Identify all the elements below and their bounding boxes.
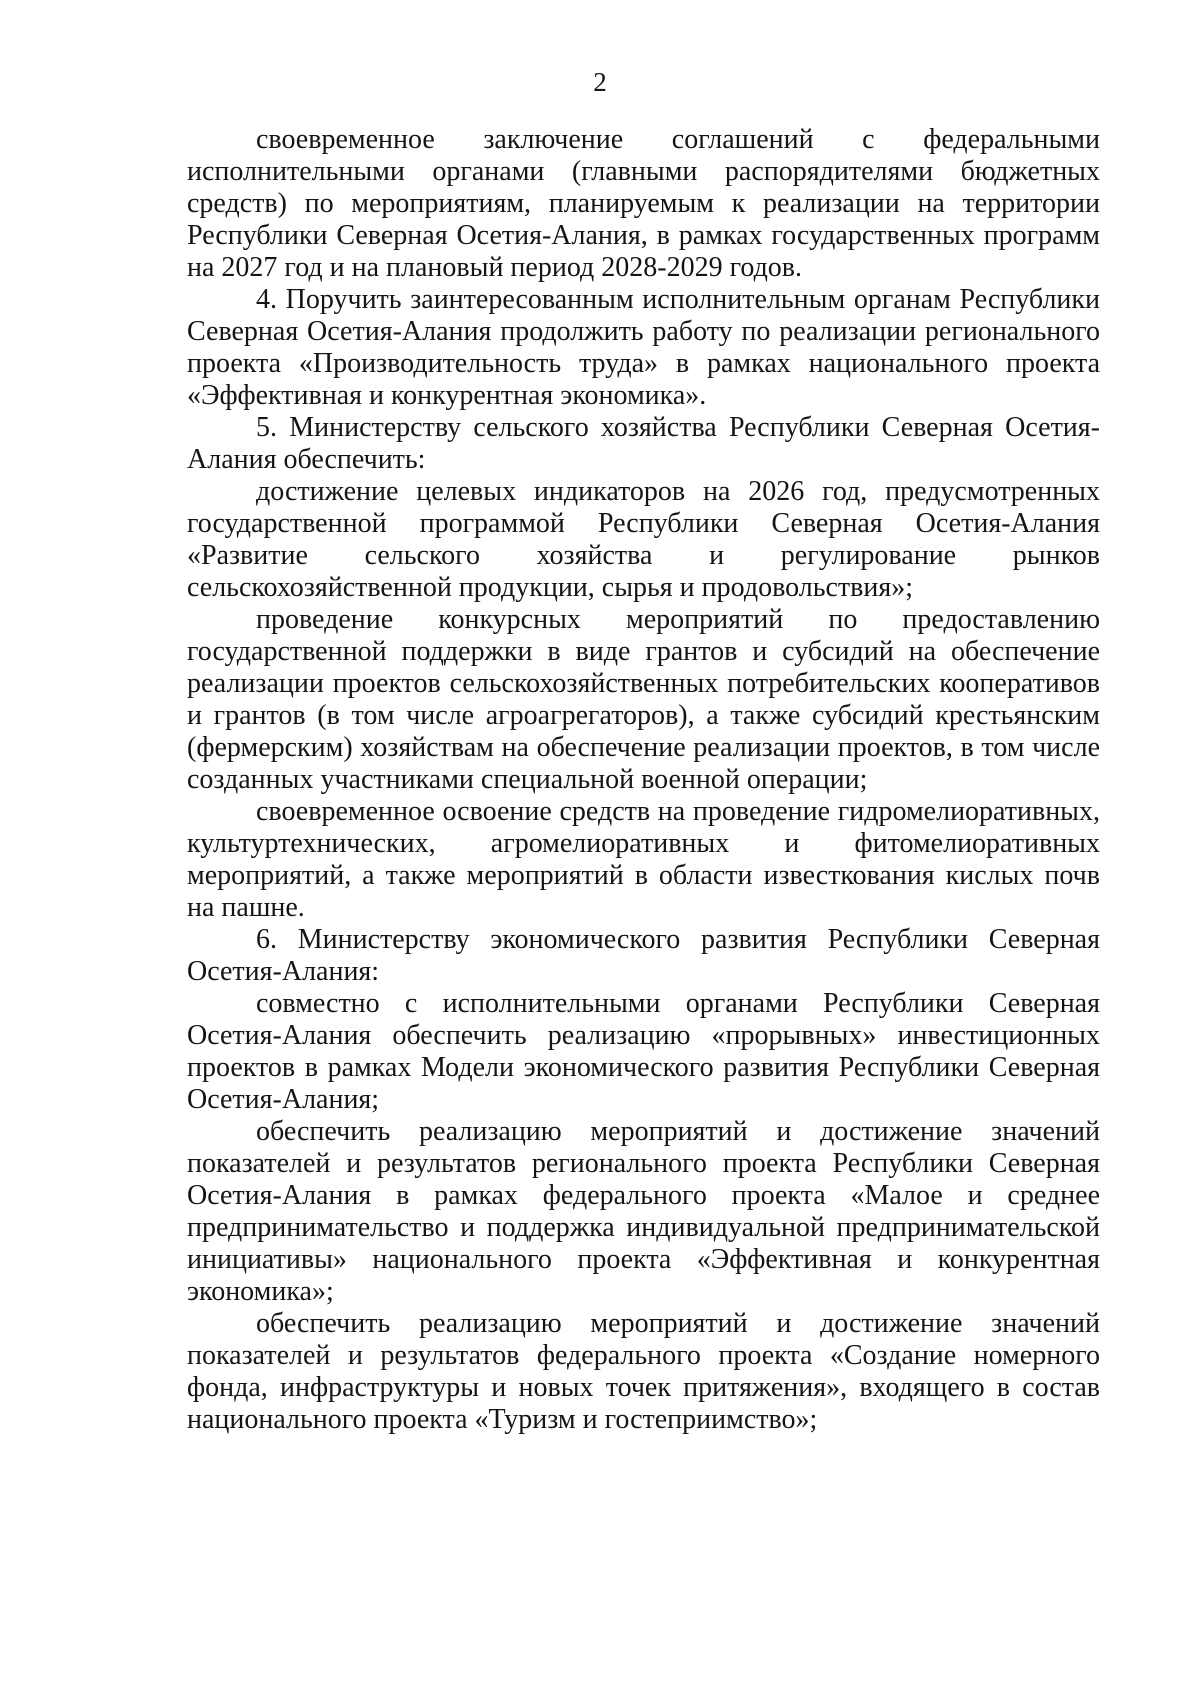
document-body bbox=[187, 124, 1100, 1436]
paragraph-competitive-events: проведение конкурсных мероприятий по предоставлению государственной поддержки в виде грантов и субсидий на обеспечение реализации проектов сельскохозяйственных потребительских кооперативов и грантов (в том числе агроагрегаторов), а также субсидий крестьянским (фермерским) хозяйствам на обеспечение реализации проектов, в том числе созданных участниками специальной военной операции; bbox=[187, 604, 1100, 795]
paragraph-item-5: 5. Министерству сельского хозяйства Республики Северная Осетия-Алания обеспечить: bbox=[187, 412, 1100, 475]
paragraph-investment-projects: совместно с исполнительными органами Республики Северная Осетия-Алания обеспечить реализацию «прорывных» инвестиционных проектов в рамках Модели экономического развития Республики Северная Осетия-Алания; bbox=[187, 988, 1100, 1115]
paragraph-item-4: 4. Поручить заинтересованным исполнительным органам Республики Северная Осетия-Алания продолжить работу по реализации регионального проекта «Производительность труда» в рамках национального проекта «Эффективная и конкурентная экономика». bbox=[187, 284, 1100, 411]
paragraph-tourism: обеспечить реализацию мероприятий и достижение значений показателей и результатов федерального проекта «Создание номерного фонда, инфраструктуры и новых точек притяжения», входящего в состав национального проекта «Туризм и гостеприимство»; bbox=[187, 1308, 1100, 1435]
page-number: 2 bbox=[593, 67, 607, 97]
paragraph-land-reclamation: своевременное освоение средств на проведение гидромелиоративных, культуртехнических, агромелиоративных и фитомелиоративных мероприятий, а также мероприятий в области известкования кислых почв на пашне. bbox=[187, 796, 1100, 923]
paragraph-target-indicators: достижение целевых индикаторов на 2026 год, предусмотренных государственной программой Республики Северная Осетия-Алания «Развитие сельского хозяйства и регулирование рынков сельскохозяйственной продукции, сырья и продовольствия»; bbox=[187, 476, 1100, 603]
paragraph-agreements: своевременное заключение соглашений с федеральными исполнительными органами (главными распорядителями бюджетных средств) по мероприятиям, планируемым к реализации на территории Республики Северная Осетия-Алания, в рамках государственных программ на 2027 год и на плановый период 2028-2029 годов. bbox=[187, 124, 1100, 283]
paragraph-small-business: обеспечить реализацию мероприятий и достижение значений показателей и результатов регионального проекта Республики Северная Осетия-Алания в рамках федерального проекта «Малое и среднее предпринимательство и поддержка индивидуальной предпринимательской инициативы» национального проекта «Эффективная и конкурентная экономика»; bbox=[187, 1116, 1100, 1307]
paragraph-item-6: 6. Министерству экономического развития Республики Северная Осетия-Алания: bbox=[187, 924, 1100, 987]
